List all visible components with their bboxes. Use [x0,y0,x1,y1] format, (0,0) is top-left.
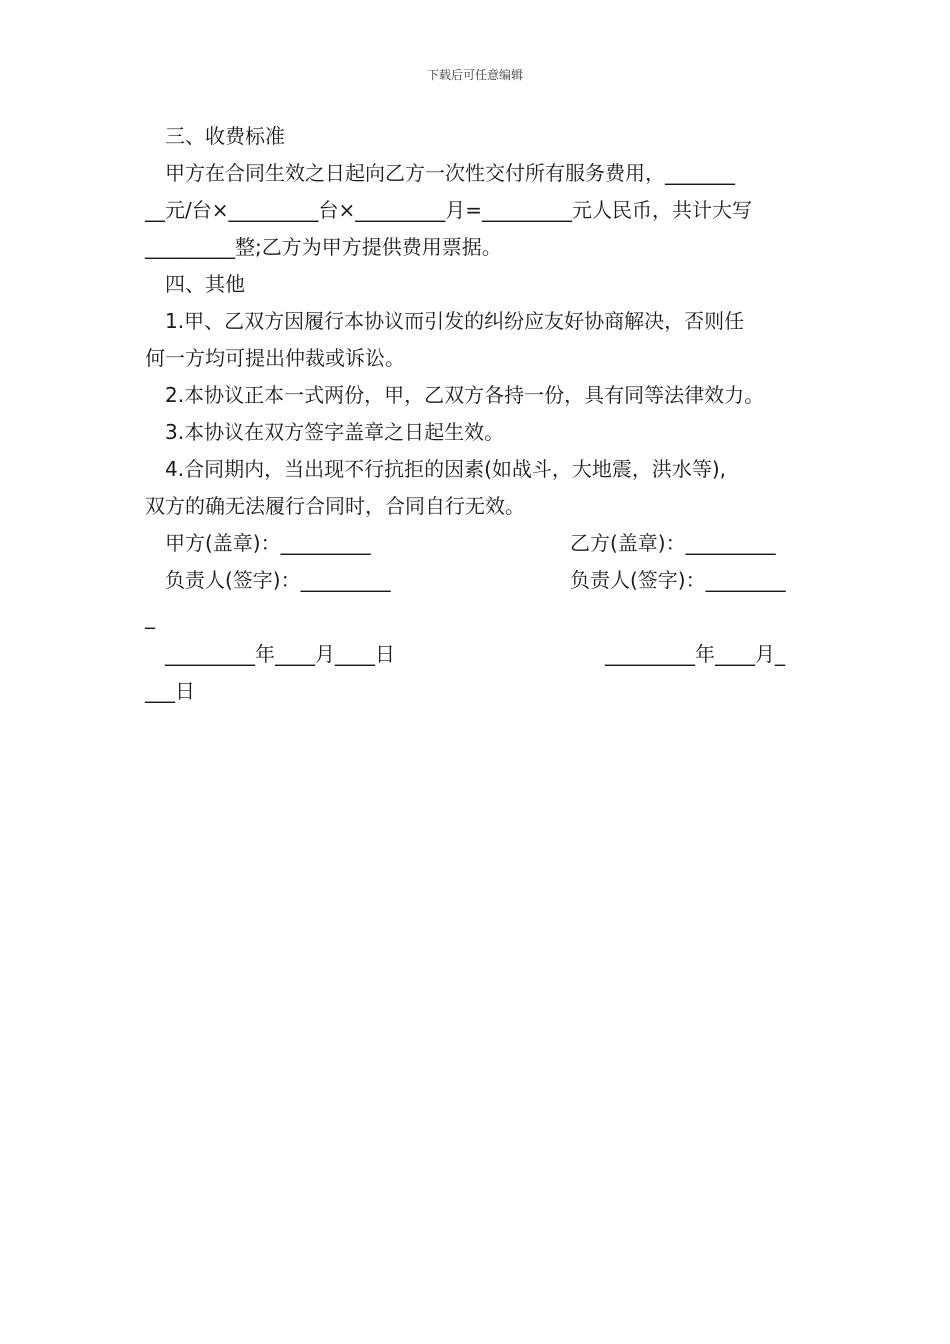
sign-row [145,562,810,599]
party-b-date: _________年____月_ [605,642,785,666]
section-3-heading: 三、收费标准 [165,124,285,148]
date-row [145,636,810,673]
party-b-signature-wrap: _ [145,605,155,629]
clause-2: 2.本协议正本一式两份，甲，乙双方各持一份，具有同等法律效力。 [165,383,765,407]
party-b-signature: 负责人(签字)：________ [570,568,786,592]
party-b-seal: 乙方(盖章)：_________ [570,531,776,555]
clause-4-line-1: 4.合同期内，当出现不行抗拒的因素(如战斗，大地震，洪水等), [165,457,727,481]
party-a-signature: 负责人(签字)：_________ [165,568,391,592]
fee-paragraph-line-3: _________整;乙方为甲方提供费用票据。 [145,235,502,259]
party-b-date-wrap: ___日 [145,679,195,703]
seal-row [145,525,810,562]
clause-1-line-2: 何一方均可提出仲裁或诉讼。 [145,346,405,370]
page-header: 下载后可任意编辑 [426,68,523,82]
section-4-heading: 四、其他 [165,272,245,296]
document-body [145,118,810,710]
party-a-date: _________年____月____日 [165,642,395,666]
clause-1-line-1: 1.甲、乙双方因履行本协议而引发的纠纷应友好协商解决，否则任 [165,309,745,333]
clause-3: 3.本协议在双方签字盖章之日起生效。 [165,420,505,444]
party-a-seal: 甲方(盖章)：_________ [165,531,371,555]
fee-paragraph-line-1: 甲方在合同生效之日起向乙方一次性交付所有服务费用，_______ [165,161,735,185]
fee-paragraph-line-2: __元/台×_________台×_________月=_________元人民币，共计大写 [145,198,753,222]
clause-4-line-2: 双方的确无法履行合同时，合同自行无效。 [145,494,525,518]
